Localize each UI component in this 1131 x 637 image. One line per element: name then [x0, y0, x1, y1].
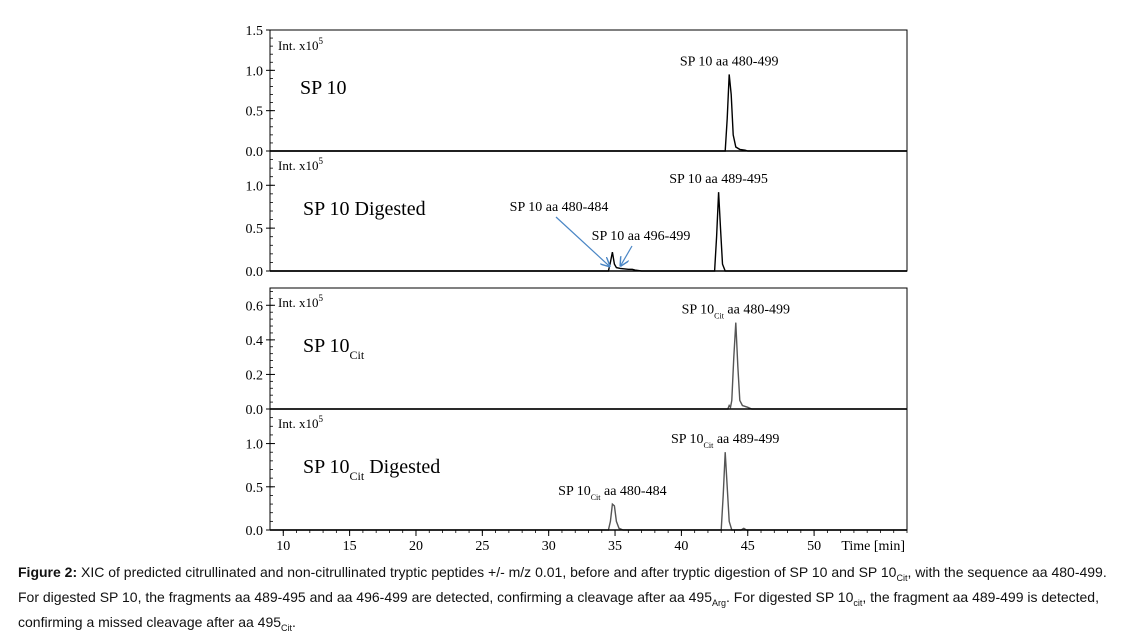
- x-tick-label: 10: [276, 539, 291, 554]
- x-tick-label: 50: [807, 539, 822, 554]
- intensity-scale-label: Int. $x10^5$: [278, 414, 323, 431]
- y-tick-label: 0.5: [245, 222, 263, 238]
- figure-caption: [18, 563, 1118, 637]
- x-axis-label: Time [min]: [841, 539, 905, 554]
- x-tick-label: 20: [408, 539, 423, 554]
- x-tick-label: 30: [541, 539, 556, 554]
- y-tick-label: 0.5: [245, 104, 263, 120]
- caption-text: , with the sequence aa 480-499. For digested SP 10, the fragments aa 489-495 and aa 496-499 are detected, confirming a cleavage after aa 495: [18, 564, 1107, 605]
- caption-text: , the fragment aa 489-499 is detected, confirming a missed cleavage after aa 495: [18, 588, 1099, 630]
- caption-subscript: Cit: [896, 572, 908, 583]
- y-tick-label: 0.5: [245, 480, 263, 496]
- x-tick-label: 25: [475, 539, 490, 554]
- y-tick-label: 0.4: [245, 333, 263, 349]
- caption-subscript: Arg: [711, 597, 726, 608]
- y-tick-label: 0.0: [245, 265, 263, 280]
- x-tick-label: 35: [608, 539, 623, 554]
- y-tick-label: 0.0: [245, 403, 263, 418]
- series-line: [270, 323, 907, 409]
- series-line: [270, 74, 907, 151]
- peak-label: SP 10 aa 480-499: [679, 54, 779, 70]
- x-tick-label: 15: [342, 539, 357, 554]
- y-tick-label: 0.0: [245, 524, 263, 539]
- caption-subscript: cit: [853, 597, 863, 608]
- peak-label: SP $10_{Cit}$ aa 480-499: [681, 302, 791, 321]
- y-tick-label: 1.0: [245, 64, 263, 80]
- panel-title: SP $10_{Cit}$ Digested: [303, 456, 441, 483]
- intensity-scale-label: Int. $x10^5$: [278, 36, 323, 53]
- panel-frame: [270, 288, 907, 409]
- peak-label: SP $10_{Cit}$ aa 489-499: [670, 432, 780, 451]
- y-tick-label: 0.6: [245, 299, 263, 315]
- caption-text: .: [292, 613, 296, 630]
- y-tick-label: 0.2: [245, 368, 263, 384]
- annotation-label: SP 10 aa 496-499: [591, 229, 691, 244]
- caption-subscript: Cit: [281, 622, 293, 633]
- x-tick-label: 40: [674, 539, 689, 554]
- y-tick-label: 1.0: [245, 437, 263, 453]
- y-tick-label: 1.5: [245, 24, 263, 39]
- panel-title: SP 10 Digested: [303, 198, 426, 220]
- caption-lead: Figure 2:: [18, 564, 78, 580]
- y-tick-label: 0.0: [245, 145, 263, 160]
- caption-text: XIC of predicted citrullinated and non-citrullinated tryptic peptides +/- m/z 0.01, before and after tryptic digestion of SP 10 and SP 10: [77, 564, 897, 580]
- panel-title: SP 10: [300, 77, 347, 99]
- annotation-arrow: [621, 246, 632, 266]
- intensity-scale-label: Int. $x10^5$: [278, 156, 323, 173]
- peak-label: SP $10_{Cit}$ aa 480-484: [558, 484, 667, 503]
- intensity-scale-label: Int. $x10^5$: [278, 293, 323, 310]
- panel-title: SP $10_{Cit}$: [303, 335, 365, 362]
- annotation-label: SP 10 aa 480-484: [509, 200, 609, 215]
- y-tick-label: 1.0: [245, 179, 263, 195]
- panel-frame: [270, 30, 907, 151]
- peak-label: SP 10 aa 489-495: [669, 172, 768, 188]
- caption-text: . For digested SP 10: [726, 588, 854, 605]
- x-tick-label: 45: [740, 539, 755, 554]
